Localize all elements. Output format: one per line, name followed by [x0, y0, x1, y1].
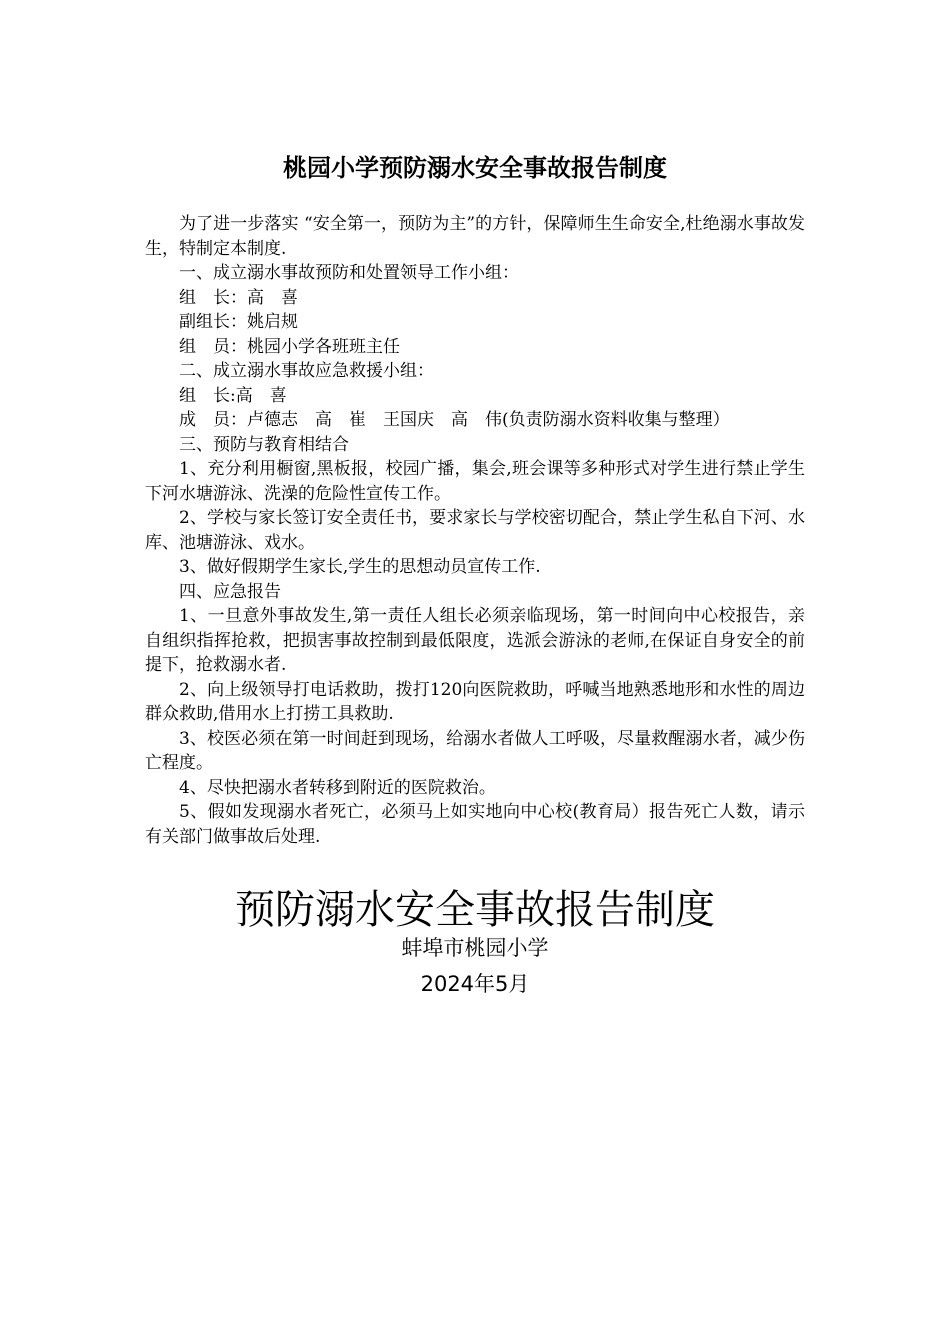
roster-line: 组 长：高 喜 [179, 287, 298, 308]
section-heading: 三、预防与教育相结合 [179, 434, 349, 455]
list-item: 1、充分利用橱窗,黑板报，校园广播，集会,班会课等多种形式对学生进行禁止学生下河水塘游泳、洗澡的危险性宣传工作。 [145, 459, 805, 504]
cover-title: 预防溺水安全事故报告制度 [235, 887, 715, 933]
list-item: 1、一旦意外事故发生,第一责任人组长必须亲临现场，第一时间向中心校报告，亲自组织指挥抢救，把损害事故控制到最低限度，选派会游泳的老师,在保证自身安全的前提下，抢救溺水者. [145, 606, 805, 675]
list-item: 4、尽快把溺水者转移到附近的医院救治。 [179, 777, 496, 798]
list-item: 2、向上级领导打电话救助，拨打120向医院救助，呼喊当地熟悉地形和水性的周边群众救助,借用水上打捞工具救助. [145, 679, 805, 724]
roster-line: 副组长：姚启规 [179, 312, 298, 332]
list-item: 5、假如发现溺水者死亡，必须马上如实地向中心校(教育局）报告死亡人数，请示有关部门做事故后处理. [145, 802, 805, 847]
document-date: 2024年5月 [420, 972, 530, 996]
roster-line: 成 员：卢德志 高 崔 王国庆 高 伟(负责防溺水资料收集与整理） [179, 410, 730, 430]
roster-line: 组 员：桃园小学各班班主任 [179, 336, 400, 357]
list-item: 3、校医必须在第一时间赶到现场，给溺水者做人工呼吸，尽量救醒溺水者，减少伤亡程度。 [145, 728, 805, 773]
document-body [145, 212, 805, 849]
section-heading: 四、应急报告 [179, 581, 281, 602]
document-title: 桃园小学预防溺水安全事故报告制度 [283, 154, 667, 182]
school-name: 蚌埠市桃园小学 [401, 936, 549, 960]
roster-line: 组 长:高 喜 [179, 385, 287, 406]
section-heading: 一、成立溺水事故预防和处置领导工作小组： [179, 263, 519, 283]
intro-paragraph: 为了进一步落实 “安全第一，预防为主”的方针，保障师生生命安全,杜绝溺水事故发生，特制定本制度. [145, 214, 805, 259]
list-item: 2、学校与家长签订安全责任书，要求家长与学校密切配合，禁止学生私自下河、水库、池塘游泳、戏水。 [145, 508, 805, 553]
list-item: 3、做好假期学生家长,学生的思想动员宣传工作. [179, 557, 541, 577]
section-heading: 二、成立溺水事故应急救援小组： [179, 361, 434, 381]
